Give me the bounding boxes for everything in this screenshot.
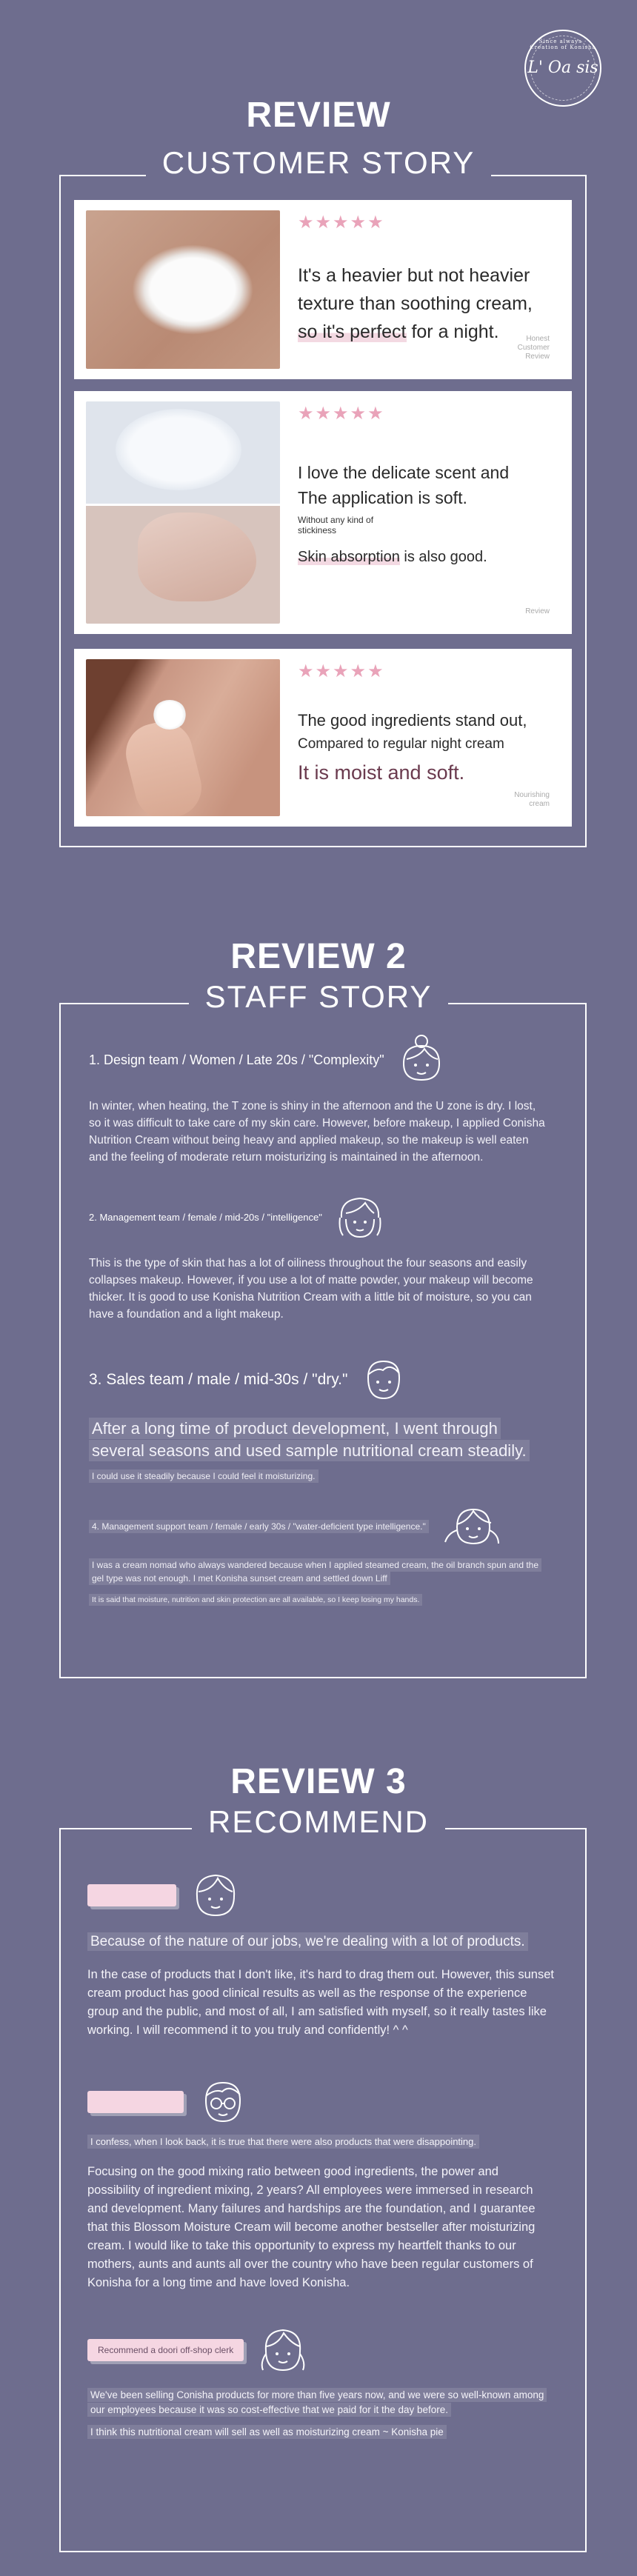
recommend-entry-head — [87, 1869, 554, 1921]
staff-entry-head — [89, 1191, 548, 1243]
quote-highlight: Skin absorption — [298, 549, 400, 565]
quote-line: Compared to regular night cream — [298, 736, 504, 752]
staff-entry-text: This is the type of skin that has a lot of oiliness throughout the four seasons and easily collapses makeup. However, if you use a lot of matte powder, your makeup will become thicker. It is good to use Konisha Nutrition Cream with a little bit of moisture, so you can have a foundation and a light makeup. — [89, 1257, 533, 1321]
staff-entry-text — [89, 1418, 548, 1462]
man-face-glasses-icon — [197, 2078, 249, 2126]
staff-entry-text-band: After a long time of product development, I went through several seasons and used sample nutritional cream steadily. — [89, 1418, 530, 1461]
review-card-3 — [74, 649, 572, 827]
recommend-entry-head — [87, 2078, 554, 2126]
review3-subtitle-text: RECOMMEND — [192, 1804, 445, 1839]
review-card-1-body — [280, 210, 560, 369]
rating-stars: ★★★★★ — [298, 661, 385, 681]
review-quote — [298, 460, 560, 570]
recommend-text-band: We've been selling Conisha products for more than five years now, and we were so well-known among our employees because it was so cost-effective that we paid for it the day before. — [87, 2388, 547, 2417]
review-quote — [298, 261, 560, 346]
staff-entry-sub — [89, 1594, 548, 1606]
quote-rest: is also good. — [399, 549, 487, 565]
recommend-tag — [87, 1884, 176, 1906]
staff-entry-title: 2. Management team / female / mid-20s / "intelligence" — [89, 1211, 322, 1223]
staff-entry-1 — [89, 1034, 548, 1166]
woman-face-icon — [257, 2324, 309, 2376]
quote-line: It is moist and soft. — [298, 761, 465, 784]
recommend-lead-band: I confess, when I look back, it is true that there were also products that were disappointing. — [87, 2135, 479, 2149]
staff-entry-head — [89, 1355, 548, 1404]
review2-subtitle — [0, 979, 637, 1015]
recommend-entry-1 — [87, 1869, 554, 2040]
staff-entry-text: In winter, when heating, the T zone is shiny in the afternoon and the U zone is dry. I lost, so it was difficult to take care of my skin care. However, before makeup, I applied Conisha Nutrition Cream without being heavy and applied makeup, so the makeup is well eaten and the feeling of moderate return moisturizing is maintained in the afternoon. — [89, 1100, 545, 1164]
review2-subtitle-text: STAFF STORY — [189, 979, 449, 1014]
review3-title: REVIEW 3 — [230, 1762, 407, 1801]
recommend-closing — [87, 2425, 554, 2440]
woman-face-icon — [442, 1504, 501, 1549]
review-card-3-body — [280, 659, 560, 816]
staff-entry-title — [89, 1521, 429, 1532]
staff-entry-sub-band: It is said that moisture, nutrition and skin protection are all available, so I keep losing my hands. — [89, 1594, 422, 1606]
logo-ring-text: Since always · Creation of Konisha — [530, 39, 596, 50]
quote-highlight: so it's perfect — [298, 321, 407, 342]
recommend-text — [87, 2388, 554, 2417]
staff-entry-title-band: 4. Management support team / female / early 30s / "water-deficient type intelligence." — [89, 1520, 429, 1533]
review2-title: REVIEW 2 — [230, 937, 407, 976]
review3-subtitle — [0, 1804, 637, 1840]
cream-texture-photo — [86, 210, 280, 369]
woman-face-icon — [336, 1191, 384, 1243]
man-face-icon — [361, 1355, 407, 1404]
recommend-lead — [87, 2135, 554, 2149]
recommend-lead — [87, 1932, 554, 1952]
review-card-2-body — [280, 401, 560, 624]
review-signature: Honest Customer Review — [517, 335, 550, 361]
review-quote — [298, 709, 560, 784]
recommend-lead-band: Because of the nature of our jobs, we're dealing with a lot of products. — [87, 1932, 528, 1951]
staff-entry-head — [89, 1504, 548, 1549]
quote-line: I love the delicate scent and — [298, 463, 510, 482]
cream-dab-shape — [153, 700, 187, 730]
hand-shape — [138, 513, 256, 601]
review1-title: REVIEW — [246, 96, 391, 135]
quote-line: texture than soothing cream, — [298, 293, 533, 314]
review-signature: Nourishing cream — [514, 791, 550, 808]
staff-entry-sub — [89, 1469, 548, 1483]
woman-face-icon — [398, 1034, 445, 1086]
quote-rest: for a night. — [406, 321, 499, 342]
recommend-entry-2 — [87, 2078, 554, 2292]
staff-entry-3 — [89, 1355, 548, 1483]
quote-small-note: Without any kind of stickiness — [298, 515, 374, 535]
quote-line: It's a heavier but not heavier — [298, 265, 530, 286]
quote-line: The application is soft. — [298, 488, 467, 507]
staff-entry-title: 3. Sales team / male / mid-30s / "dry." — [89, 1371, 348, 1388]
staff-entry-title: 1. Design team / Women / Late 20s / "Complexity" — [89, 1052, 384, 1067]
cream-blob-shape — [116, 409, 241, 490]
staff-entry-2 — [89, 1191, 548, 1323]
staff-entry-4 — [89, 1504, 548, 1606]
quote-line: The good ingredients stand out, — [298, 711, 527, 730]
staff-entry-text-band: I was a cream nomad who always wandered because when I applied steamed cream, the oil branch spun and the gel type was not enough. I met Konisha sunset cream and settled down Liff — [89, 1558, 541, 1585]
review-signature: Review — [525, 607, 550, 615]
woman-face-icon — [190, 1869, 241, 1921]
cream-on-hand-photo — [86, 401, 280, 624]
recommend-text: Focusing on the good mixing ratio between good ingredients, the power and possibility of ingredient mixing, 2 years? All employees were immersed in research and development. Many failures and hardships are the foundation, and I guarantee that this Blossom Moisture Cream will become another bestseller after moisturizing cream. I would like to take this opportunity to express my heartfelt thanks to our mothers, aunts and aunts all over the country who have been regular customers of Konisha for a long time and have loved Konisha. — [87, 2165, 536, 2289]
recommend-tag — [87, 2091, 184, 2113]
recommend-tag: Recommend a doori off-shop clerk — [87, 2339, 244, 2361]
finger-shape — [120, 715, 208, 816]
review-card-2 — [74, 391, 572, 634]
logo-mark: L' Oa sis — [527, 59, 598, 77]
staff-entry-text — [89, 1558, 548, 1585]
recommend-entry-3 — [87, 2324, 554, 2440]
quote-line — [298, 544, 560, 570]
rating-stars: ★★★★★ — [298, 404, 385, 424]
cream-on-skin-photo — [86, 659, 280, 816]
staff-entry-head — [89, 1034, 548, 1086]
review1-subtitle — [0, 145, 637, 181]
review1-subtitle-text: CUSTOMER STORY — [146, 145, 491, 180]
staff-entry-sub-band: I could use it steadily because I could feel it moisturizing. — [89, 1469, 318, 1483]
recommend-closing-band: I think this nutritional cream will sell as well as moisturizing cream ~ Konisha pie — [87, 2425, 447, 2439]
recommend-text: In the case of products that I don't like, it's hard to drag them out. However, this sunset cream product has good clinical results as well as the response of the experience group and the public, and most of all, I am satisfied with myself, so it really tastes like working. I will recommend it to you truly and confidently! ^ ^ — [87, 1968, 554, 2037]
review-card-1 — [74, 200, 572, 379]
recommend-entry-head — [87, 2324, 554, 2376]
rating-stars: ★★★★★ — [298, 213, 385, 233]
